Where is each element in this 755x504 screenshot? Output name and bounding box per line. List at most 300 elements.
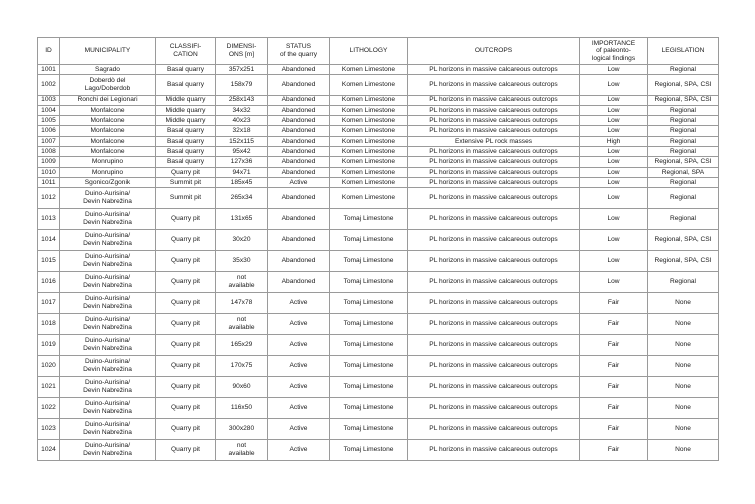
cell-classification: Quarry pit (156, 271, 216, 292)
cell-dimensions (216, 376, 268, 397)
cell-line: Monfalcone (90, 147, 125, 155)
cell-status: Abandoned (268, 188, 330, 208)
cell-lithology: Komen Limestone (330, 116, 408, 126)
cell-legislation: None (648, 439, 719, 460)
cell-line: 35x30 (232, 256, 251, 264)
table-row (38, 65, 719, 75)
cell-id: 1022 (38, 397, 60, 418)
cell-line: 147x78 (230, 298, 253, 306)
cell-status: Active (268, 439, 330, 460)
cell-municipality (60, 75, 156, 95)
cell-lithology: Komen Limestone (330, 65, 408, 75)
cell-id: 1012 (38, 188, 60, 208)
cell-outcrops: PL horizons in massive calcareous outcrops (408, 177, 580, 187)
table-row (38, 376, 719, 397)
cell-municipality (60, 157, 156, 167)
cell-line: Duino-Aurisina/ (84, 357, 131, 365)
cell-outcrops: PL horizons in massive calcareous outcrops (408, 157, 580, 167)
cell-outcrops: PL horizons in massive calcareous outcrops (408, 147, 580, 157)
cell-line: 185x45 (230, 178, 253, 186)
cell-dimensions (216, 116, 268, 126)
cell-legislation: Regional (648, 147, 719, 157)
cell-importance: Low (580, 126, 648, 136)
cell-municipality (60, 313, 156, 334)
cell-outcrops: PL horizons in massive calcareous outcrops (408, 397, 580, 418)
cell-line: 258x143 (228, 96, 255, 104)
cell-municipality (60, 439, 156, 460)
cell-lithology: Tomaj Limestone (330, 250, 408, 271)
cell-importance: Low (580, 75, 648, 95)
cell-status: Active (268, 376, 330, 397)
cell-importance: Low (580, 95, 648, 105)
cell-id: 1006 (38, 126, 60, 136)
col-header-outcrops: OUTCROPS (408, 38, 580, 65)
cell-line: Duino-Aurisina/ (84, 190, 131, 198)
cell-line: Ronchi dei Legionari (77, 96, 138, 104)
cell-line: 165x29 (230, 340, 253, 348)
cell-classification: Basal quarry (156, 65, 216, 75)
cell-importance: Fair (580, 355, 648, 376)
cell-status: Abandoned (268, 136, 330, 146)
cell-classification: Basal quarry (156, 136, 216, 146)
cell-importance: Low (580, 105, 648, 115)
cell-dimensions (216, 75, 268, 95)
cell-id: 1015 (38, 250, 60, 271)
cell-importance: Fair (580, 334, 648, 355)
cell-line: Devin Nabrežina (83, 302, 132, 310)
cell-classification: Quarry pit (156, 418, 216, 439)
cell-line: Duino-Aurisina/ (84, 273, 131, 281)
table-row (38, 75, 719, 95)
cell-municipality (60, 334, 156, 355)
cell-legislation: None (648, 355, 719, 376)
cell-lithology: Tomaj Limestone (330, 439, 408, 460)
cell-id: 1018 (38, 313, 60, 334)
cell-importance: Fair (580, 292, 648, 313)
cell-line: Devin Nabrežina (83, 260, 132, 268)
cell-status: Abandoned (268, 229, 330, 250)
table-row (38, 418, 719, 439)
cell-outcrops: PL horizons in massive calcareous outcrops (408, 334, 580, 355)
cell-municipality (60, 147, 156, 157)
table-row (38, 95, 719, 105)
cell-dimensions (216, 208, 268, 229)
cell-line: Devin Nabrežina (83, 449, 132, 457)
col-header-lithology: LITHOLOGY (330, 38, 408, 65)
cell-municipality (60, 105, 156, 115)
cell-status: Active (268, 397, 330, 418)
cell-line: Monrupino (91, 158, 124, 166)
cell-importance: Low (580, 177, 648, 187)
cell-legislation: Regional (648, 271, 719, 292)
cell-dimensions (216, 95, 268, 105)
cell-line: Devin Nabrežina (83, 197, 132, 205)
cell-status: Abandoned (268, 65, 330, 75)
cell-lithology: Komen Limestone (330, 167, 408, 177)
cell-outcrops: PL horizons in massive calcareous outcrops (408, 75, 580, 95)
cell-status: Active (268, 292, 330, 313)
table-row (38, 292, 719, 313)
cell-legislation: Regional (648, 188, 719, 208)
cell-line: Monfalcone (90, 137, 125, 145)
cell-dimensions (216, 188, 268, 208)
cell-lithology: Tomaj Limestone (330, 334, 408, 355)
cell-line: Devin Nabrežina (83, 323, 132, 331)
cell-importance: Fair (580, 313, 648, 334)
cell-id: 1007 (38, 136, 60, 146)
cell-importance: Low (580, 250, 648, 271)
cell-dimensions (216, 65, 268, 75)
cell-importance: Low (580, 65, 648, 75)
cell-legislation: Regional, SPA, CSI (648, 75, 719, 95)
cell-lithology: Tomaj Limestone (330, 292, 408, 313)
cell-lithology: Tomaj Limestone (330, 271, 408, 292)
cell-classification: Quarry pit (156, 397, 216, 418)
cell-line: not (236, 273, 247, 281)
cell-id: 1024 (38, 439, 60, 460)
cell-line: Devin Nabrežina (83, 281, 132, 289)
quarry-table (37, 37, 719, 461)
cell-lithology: Tomaj Limestone (330, 418, 408, 439)
cell-status: Active (268, 313, 330, 334)
cell-dimensions (216, 157, 268, 167)
cell-status: Abandoned (268, 126, 330, 136)
cell-lithology: Tomaj Limestone (330, 355, 408, 376)
table-row (38, 271, 719, 292)
cell-dimensions (216, 292, 268, 313)
cell-importance: Low (580, 147, 648, 157)
cell-classification: Quarry pit (156, 334, 216, 355)
cell-id: 1002 (38, 75, 60, 95)
cell-dimensions (216, 397, 268, 418)
cell-id: 1001 (38, 65, 60, 75)
cell-id: 1023 (38, 418, 60, 439)
cell-line: Duino-Aurisina/ (84, 294, 131, 302)
cell-legislation: None (648, 334, 719, 355)
cell-line: Devin Nabrežina (83, 239, 132, 247)
cell-dimensions (216, 355, 268, 376)
cell-lithology: Tomaj Limestone (330, 397, 408, 418)
cell-line: 94x71 (232, 168, 251, 176)
cell-line: 116x50 (230, 403, 253, 411)
cell-line: 152x115 (229, 137, 254, 145)
cell-line: Devin Nabrežina (83, 365, 132, 373)
cell-legislation: None (648, 418, 719, 439)
cell-line: 300x280 (228, 424, 255, 432)
col-header-id: ID (38, 38, 60, 65)
cell-id: 1013 (38, 208, 60, 229)
cell-classification: Middle quarry (156, 95, 216, 105)
cell-status: Abandoned (268, 116, 330, 126)
table-row (38, 177, 719, 187)
col-header-importance: IMPORTANCE of paleonto- logical findings (580, 38, 648, 65)
cell-dimensions (216, 250, 268, 271)
cell-legislation: Regional (648, 105, 719, 115)
cell-status: Abandoned (268, 105, 330, 115)
table-row (38, 136, 719, 146)
cell-importance: Low (580, 271, 648, 292)
cell-line: Devin Nabrežina (83, 218, 132, 226)
cell-outcrops: Extensive PL rock masses (408, 136, 580, 146)
col-header-status: STATUS of the quarry (268, 38, 330, 65)
cell-lithology: Tomaj Limestone (330, 376, 408, 397)
cell-legislation: Regional (648, 136, 719, 146)
cell-legislation: Regional, SPA, CSI (648, 250, 719, 271)
cell-line: available (228, 323, 255, 331)
cell-line: Duino-Aurisina/ (84, 231, 131, 239)
cell-classification: Summit pit (156, 188, 216, 208)
cell-municipality (60, 188, 156, 208)
cell-lithology: Komen Limestone (330, 136, 408, 146)
cell-status: Abandoned (268, 208, 330, 229)
cell-line: Duino-Aurisina/ (84, 210, 131, 218)
cell-lithology: Komen Limestone (330, 157, 408, 167)
cell-legislation: Regional (648, 126, 719, 136)
cell-municipality (60, 355, 156, 376)
cell-line: Monfalcone (90, 117, 125, 125)
cell-dimensions (216, 105, 268, 115)
col-header-classification: CLASSIFI- CATION (156, 38, 216, 65)
cell-status: Active (268, 334, 330, 355)
cell-status: Abandoned (268, 147, 330, 157)
cell-legislation: Regional, SPA (648, 167, 719, 177)
cell-line: 30x20 (232, 235, 251, 243)
cell-classification: Quarry pit (156, 313, 216, 334)
cell-municipality (60, 376, 156, 397)
table-row (38, 334, 719, 355)
cell-dimensions (216, 126, 268, 136)
cell-line: not (236, 441, 247, 449)
cell-outcrops: PL horizons in massive calcareous outcrops (408, 116, 580, 126)
cell-importance: Low (580, 188, 648, 208)
cell-outcrops: PL horizons in massive calcareous outcrops (408, 418, 580, 439)
cell-classification: Quarry pit (156, 229, 216, 250)
cell-legislation: None (648, 376, 719, 397)
cell-line: 90x60 (232, 382, 251, 390)
cell-line: 127x36 (230, 158, 253, 166)
cell-status: Abandoned (268, 250, 330, 271)
cell-classification: Quarry pit (156, 376, 216, 397)
cell-municipality (60, 418, 156, 439)
cell-municipality (60, 167, 156, 177)
cell-classification: Quarry pit (156, 167, 216, 177)
table-row (38, 397, 719, 418)
cell-line: Duino-Aurisina/ (84, 441, 131, 449)
cell-municipality (60, 229, 156, 250)
cell-municipality (60, 250, 156, 271)
cell-outcrops: PL horizons in massive calcareous outcrops (408, 292, 580, 313)
cell-line: Doberdò del (89, 77, 126, 85)
cell-legislation: Regional (648, 177, 719, 187)
cell-line: 170x75 (230, 361, 253, 369)
col-header-dimensions: DIMENSI- ONS [m] (216, 38, 268, 65)
cell-importance: High (580, 136, 648, 146)
cell-id: 1004 (38, 105, 60, 115)
cell-municipality (60, 95, 156, 105)
cell-importance: Low (580, 208, 648, 229)
col-header-municipality: MUNICIPALITY (60, 38, 156, 65)
cell-legislation: Regional, SPA, CSI (648, 95, 719, 105)
cell-importance: Low (580, 116, 648, 126)
header-row (38, 38, 719, 65)
cell-line: 265x34 (230, 194, 253, 202)
cell-legislation: Regional (648, 208, 719, 229)
cell-municipality (60, 397, 156, 418)
cell-line: Duino-Aurisina/ (84, 336, 131, 344)
cell-lithology: Komen Limestone (330, 188, 408, 208)
cell-outcrops: PL horizons in massive calcareous outcrops (408, 313, 580, 334)
cell-importance: Fair (580, 418, 648, 439)
cell-dimensions (216, 313, 268, 334)
table-row (38, 439, 719, 460)
cell-status: Active (268, 355, 330, 376)
cell-legislation: Regional (648, 116, 719, 126)
table-row (38, 116, 719, 126)
cell-outcrops: PL horizons in massive calcareous outcrops (408, 95, 580, 105)
cell-line: 131x65 (230, 214, 253, 222)
table-row (38, 105, 719, 115)
cell-outcrops: PL horizons in massive calcareous outcrops (408, 271, 580, 292)
table-row (38, 188, 719, 208)
cell-outcrops: PL horizons in massive calcareous outcrops (408, 65, 580, 75)
cell-lithology: Komen Limestone (330, 75, 408, 95)
cell-municipality (60, 126, 156, 136)
cell-id: 1019 (38, 334, 60, 355)
table-row (38, 229, 719, 250)
cell-line: 95x42 (232, 147, 251, 155)
cell-municipality (60, 116, 156, 126)
cell-classification: Quarry pit (156, 355, 216, 376)
cell-outcrops: PL horizons in massive calcareous outcrops (408, 439, 580, 460)
cell-line: Duino-Aurisina/ (84, 420, 131, 428)
cell-line: Monfalcone (90, 106, 125, 114)
cell-lithology: Tomaj Limestone (330, 229, 408, 250)
cell-outcrops: PL horizons in massive calcareous outcrops (408, 167, 580, 177)
cell-outcrops: PL horizons in massive calcareous outcrops (408, 126, 580, 136)
cell-classification: Basal quarry (156, 126, 216, 136)
cell-line: Sagrado (95, 65, 120, 73)
cell-lithology: Komen Limestone (330, 95, 408, 105)
cell-line: Duino-Aurisina/ (84, 399, 131, 407)
table-row (38, 208, 719, 229)
cell-id: 1017 (38, 292, 60, 313)
cell-line: Duino-Aurisina/ (84, 252, 131, 260)
cell-classification: Quarry pit (156, 250, 216, 271)
cell-importance: Fair (580, 397, 648, 418)
cell-classification: Basal quarry (156, 75, 216, 95)
cell-municipality (60, 292, 156, 313)
cell-lithology: Komen Limestone (330, 126, 408, 136)
cell-dimensions (216, 177, 268, 187)
cell-municipality (60, 208, 156, 229)
cell-status: Active (268, 418, 330, 439)
cell-line: Devin Nabrežina (83, 428, 132, 436)
cell-id: 1009 (38, 157, 60, 167)
cell-municipality (60, 177, 156, 187)
cell-id: 1008 (38, 147, 60, 157)
cell-outcrops: PL horizons in massive calcareous outcrops (408, 105, 580, 115)
cell-line: Devin Nabrežina (83, 386, 132, 394)
cell-outcrops: PL horizons in massive calcareous outcrops (408, 188, 580, 208)
cell-classification: Basal quarry (156, 157, 216, 167)
cell-lithology: Komen Limestone (330, 105, 408, 115)
cell-status: Abandoned (268, 167, 330, 177)
cell-id: 1016 (38, 271, 60, 292)
cell-dimensions (216, 334, 268, 355)
cell-municipality (60, 136, 156, 146)
cell-municipality (60, 271, 156, 292)
cell-id: 1005 (38, 116, 60, 126)
cell-classification: Middle quarry (156, 116, 216, 126)
cell-line: Devin Nabrežina (83, 344, 132, 352)
table-row (38, 355, 719, 376)
cell-importance: Low (580, 157, 648, 167)
cell-legislation: None (648, 292, 719, 313)
cell-dimensions (216, 271, 268, 292)
cell-line: Duino-Aurisina/ (84, 378, 131, 386)
cell-importance: Fair (580, 439, 648, 460)
cell-line: Monrupino (91, 168, 124, 176)
cell-dimensions (216, 167, 268, 177)
cell-status: Abandoned (268, 157, 330, 167)
cell-classification: Quarry pit (156, 439, 216, 460)
cell-line: Duino-Aurisina/ (84, 315, 131, 323)
cell-classification: Quarry pit (156, 292, 216, 313)
cell-id: 1003 (38, 95, 60, 105)
table-row (38, 126, 719, 136)
cell-classification: Quarry pit (156, 208, 216, 229)
cell-line: 40x23 (232, 117, 251, 125)
table-row (38, 167, 719, 177)
cell-outcrops: PL horizons in massive calcareous outcrops (408, 355, 580, 376)
cell-status: Active (268, 177, 330, 187)
cell-line: available (228, 281, 255, 289)
cell-lithology: Tomaj Limestone (330, 208, 408, 229)
table-row (38, 147, 719, 157)
cell-lithology: Komen Limestone (330, 177, 408, 187)
col-header-legislation: LEGISLATION (648, 38, 719, 65)
cell-line: Monfalcone (90, 127, 125, 135)
cell-outcrops: PL horizons in massive calcareous outcrops (408, 229, 580, 250)
cell-status: Abandoned (268, 271, 330, 292)
cell-outcrops: PL horizons in massive calcareous outcrops (408, 250, 580, 271)
cell-line: Sgonico/Zgonik (84, 178, 131, 186)
cell-importance: Fair (580, 376, 648, 397)
cell-importance: Low (580, 167, 648, 177)
cell-legislation: Regional, SPA, CSI (648, 229, 719, 250)
cell-outcrops: PL horizons in massive calcareous outcrops (408, 376, 580, 397)
cell-status: Abandoned (268, 75, 330, 95)
cell-classification: Summit pit (156, 177, 216, 187)
table-row (38, 313, 719, 334)
cell-dimensions (216, 147, 268, 157)
cell-classification: Middle quarry (156, 105, 216, 115)
cell-municipality (60, 65, 156, 75)
cell-line: 34x32 (232, 106, 251, 114)
cell-line: 158x79 (230, 81, 253, 89)
cell-id: 1020 (38, 355, 60, 376)
cell-lithology: Komen Limestone (330, 147, 408, 157)
cell-id: 1021 (38, 376, 60, 397)
cell-dimensions (216, 136, 268, 146)
cell-id: 1014 (38, 229, 60, 250)
cell-lithology: Tomaj Limestone (330, 313, 408, 334)
cell-classification: Basal quarry (156, 147, 216, 157)
cell-line: Lago/Doberdob (84, 84, 131, 92)
cell-legislation: None (648, 397, 719, 418)
cell-line: available (228, 449, 255, 457)
cell-status: Abandoned (268, 95, 330, 105)
